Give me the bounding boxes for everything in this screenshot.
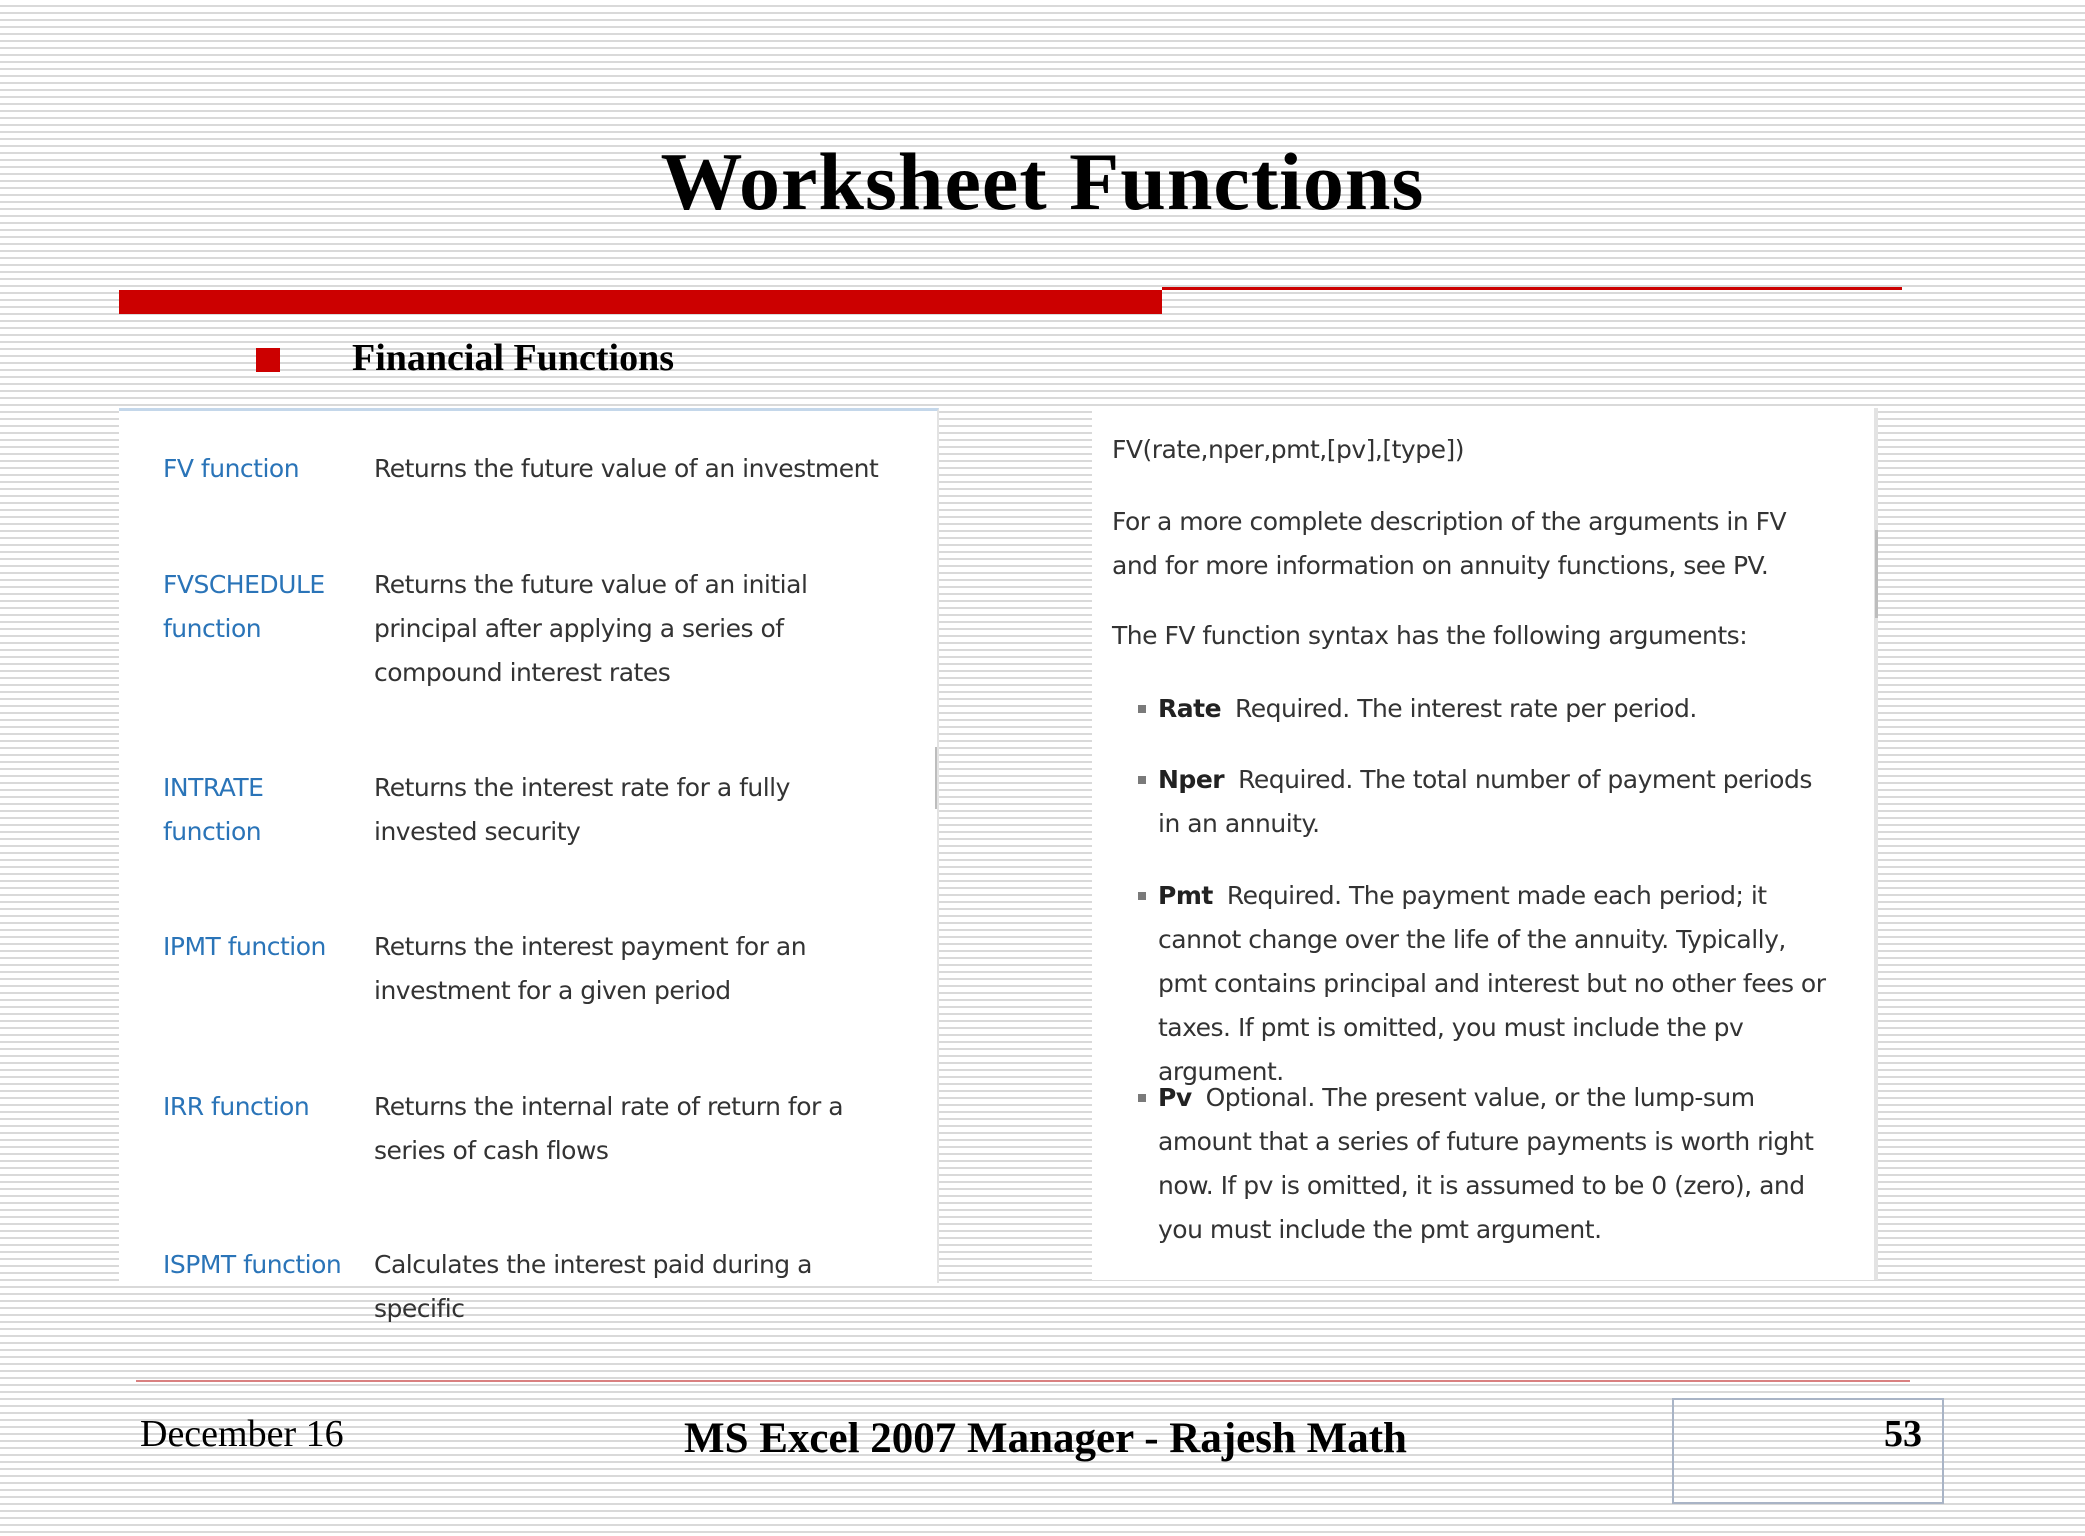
argument-text: Required. The payment made each period; it cannot change over the life of the annuity. Typically, pmt contains principal and interest but no other fees or taxes. If pmt is omitted, you must include the pv argument. [1158, 881, 1826, 1086]
argument-name: Pmt [1158, 881, 1213, 910]
bullet-icon [1138, 776, 1146, 784]
argument-text: Optional. The present value, or the lump-sum amount that a series of future payments is worth right now. If pv is omitted, it is assumed to be 0 (zero), and you must include the pmt argument. [1158, 1083, 1814, 1244]
function-link[interactable]: ISPMT function [163, 1250, 342, 1279]
argument-item [1158, 874, 1838, 1094]
section-heading: Financial Functions [352, 337, 674, 379]
argument-name: Nper [1158, 765, 1225, 794]
fv-syntax: FV(rate,nper,pmt,[pv],[type]) [1112, 435, 1464, 464]
argument-item [1158, 758, 1838, 846]
function-description: Returns the interest payment for an investment for a given period [374, 932, 807, 1005]
function-description: Returns the internal rate of return for a series of cash flows [374, 1092, 844, 1165]
function-link[interactable]: FVSCHEDULE function [163, 570, 325, 643]
footer-title: MS Excel 2007 Manager - Rajesh Math [684, 1415, 1407, 1462]
footer-date: December 16 [140, 1413, 344, 1455]
page-number: 53 [1884, 1413, 1922, 1455]
page-number-box [1672, 1398, 1944, 1504]
bullet-icon [1138, 1094, 1146, 1102]
footer-rule [136, 1380, 1910, 1382]
scrollbar-marker [935, 747, 937, 809]
fv-help-panel [1092, 408, 1878, 1280]
bullet-square-icon [256, 348, 280, 372]
function-description: Returns the future value of an investment [374, 454, 879, 483]
argument-text: Required. The total number of payment periods in an annuity. [1158, 765, 1812, 838]
bullet-icon [1138, 892, 1146, 900]
scrollbar-marker [1875, 530, 1878, 618]
argument-text: Required. The interest rate per period. [1235, 694, 1697, 723]
bullet-icon [1138, 705, 1146, 713]
argument-name: Pv [1158, 1083, 1192, 1112]
function-link[interactable]: FV function [163, 454, 300, 483]
function-link[interactable]: IRR function [163, 1092, 310, 1121]
argument-name: Rate [1158, 694, 1222, 723]
fv-intro: The FV function syntax has the following arguments: [1112, 621, 1748, 650]
title-underline-thin [1162, 287, 1902, 290]
function-link[interactable]: INTRATE function [163, 773, 264, 846]
function-description: Returns the interest rate for a fully invested security [374, 773, 790, 846]
argument-item [1158, 687, 1838, 731]
function-description: Returns the future value of an initial principal after applying a series of compound interest rates [374, 570, 808, 687]
title-underline-thick [119, 290, 1162, 314]
function-description: Calculates the interest paid during a specific [374, 1250, 812, 1323]
function-list-panel [119, 408, 939, 1323]
function-link[interactable]: IPMT function [163, 932, 326, 961]
fv-more-info: For a more complete description of the arguments in FV and for more information on annuity functions, see PV. [1112, 507, 1787, 580]
slide-title: Worksheet Functions [660, 136, 1425, 227]
argument-item [1158, 1076, 1838, 1252]
